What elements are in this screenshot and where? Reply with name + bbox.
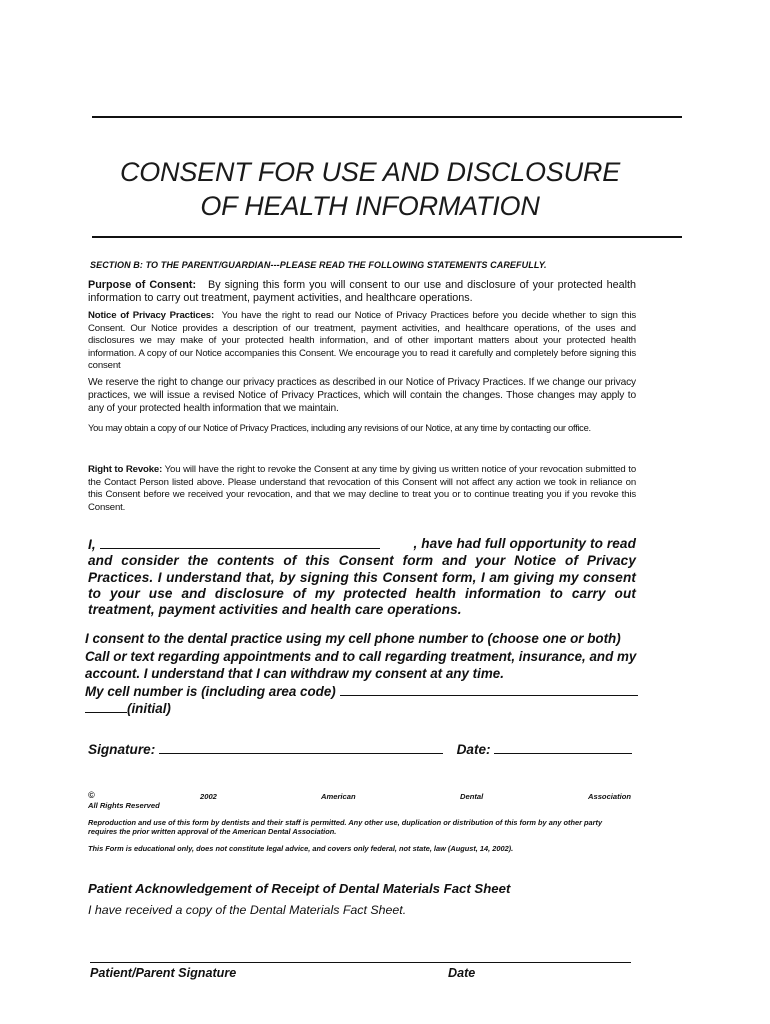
cell-number-field-line[interactable]: [340, 683, 638, 696]
cell-line-1: I consent to the dental practice using my cell phone number to (choose one or both): [85, 631, 621, 646]
name-field-line[interactable]: [100, 536, 380, 549]
copyright-year: 2002: [200, 792, 217, 801]
acknowledgement-title: Patient Acknowledgement of Receipt of Dental Materials Fact Sheet: [88, 881, 511, 896]
top-rule: [92, 116, 682, 118]
purpose-label: Purpose of Consent:: [88, 279, 197, 291]
initial-line: [85, 700, 675, 718]
copyright-dental: Dental: [460, 792, 484, 801]
statement-rest: and consider the contents of this Consent form and your Notice of Privacy Practices. I understand that, by signing this Consent form, I am giving my consent to your use and disclosure of my protected health information to carry out treatment, payment activities and health care operations.: [88, 553, 636, 618]
notice-text: You have the right to read our Notice of Privacy Practices before you decide whether to sign this Consent. Our Notice provides a description of our treatment, payment activities, and healthcare operations, of the uses and disclosures we may make of your protected health information, and of other important matters about your protected health information. A copy of our Notice accompanies this Consent. We encourage you to read it carefully and completely before signing this consent: [88, 310, 636, 372]
obtain-paragraph: You may obtain a copy of our Notice of Privacy Practices, including any revisions of our Notice, at any time by contacting our office.: [88, 422, 591, 433]
footer-date-label: Date: [448, 966, 476, 980]
acknowledgement-text: I have received a copy of the Dental Materials Fact Sheet.: [88, 903, 407, 917]
date-label: Date:: [456, 742, 491, 757]
initial-field-line[interactable]: [85, 700, 127, 713]
footer-signature-line[interactable]: [90, 962, 631, 963]
form-title-line-1: CONSENT FOR USE AND DISCLOSURE: [119, 157, 621, 187]
signature-label: Signature:: [88, 742, 156, 757]
purpose-text: By signing this form you will consent to our use and disclosure of your protected health information to carry out treatment, payment activities, and healthcare operations.: [88, 279, 637, 305]
consent-statement-first-line: [88, 536, 636, 553]
patient-parent-signature-label: Patient/Parent Signature: [90, 966, 237, 980]
cell-line-4: [85, 683, 675, 701]
statement-first-line-rest: , have had full opportunity to read: [413, 536, 636, 551]
reproduction-notice: Reproduction and use of this form by dentists and their staff is permitted. Any other use, duplication or distribution of this form by any other party requires the prior written approval of the American Dental Association.: [88, 818, 603, 837]
copyright-association: Association: [588, 792, 632, 801]
educational-notice: This Form is educational only, does not constitute legal advice, and covers only federal, not state, law (August, 14, 2002).: [88, 844, 514, 853]
cell-line-2: Call or text regarding appointments and to call regarding treatment, insurance, and my: [85, 648, 637, 664]
revoke-paragraph: [88, 464, 636, 514]
signature-row: [88, 741, 632, 757]
notice-paragraph: [88, 310, 636, 373]
consent-statement: [88, 536, 636, 618]
copyright-american: American: [321, 792, 356, 801]
signature-field-line[interactable]: [159, 741, 443, 754]
notice-label: Notice of Privacy Practices:: [88, 310, 215, 321]
date-field-line[interactable]: [494, 741, 632, 754]
form-title-line-2: OF HEALTH INFORMATION: [200, 191, 540, 221]
cell-number-label: My cell number is (including area code): [85, 683, 336, 699]
initial-label: (initial): [127, 701, 171, 717]
revoke-text: You will have the right to revoke the Consent at any time by giving us written notice of your revocation submitted to the Contact Person listed above. Please understand that revocation of this Consent will not affect any action we took in reliance on this Consent before we received your revocation, and that we may decline to treat you or to continue treating you if you revoke this Consent.: [88, 464, 636, 513]
reserve-paragraph: We reserve the right to change our privacy practices as described in our Notice of Privacy Practices. If we change our privacy practices, we will issue a revised Notice of Privacy Practices, which will contain the changes. Those changes may apply to any of your protected health information that we maintain.: [88, 377, 636, 414]
copyright-symbol: ©: [88, 790, 95, 800]
section-b-heading: SECTION B: TO THE PARENT/GUARDIAN---PLEASE READ THE FOLLOWING STATEMENTS CAREFULLY.: [90, 260, 547, 270]
cell-consent-block: [85, 630, 675, 718]
revoke-label: Right to Revoke:: [88, 464, 163, 475]
cell-line-3: account. I understand that I can withdraw my consent at any time.: [85, 666, 504, 682]
title-bottom-rule: [92, 236, 682, 238]
all-rights-reserved: All Rights Reserved: [88, 801, 160, 810]
statement-start: I,: [88, 537, 96, 552]
purpose-paragraph: [88, 279, 636, 306]
